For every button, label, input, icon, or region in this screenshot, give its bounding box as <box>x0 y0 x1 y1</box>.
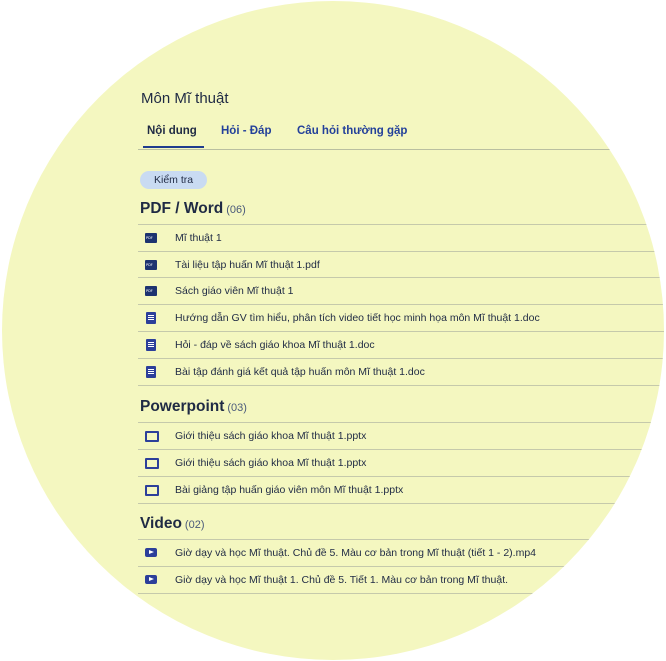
file-row[interactable] <box>138 422 664 449</box>
file-name: Bài giảng tập huấn giáo viên môn Mĩ thuật 1.pptx <box>175 484 404 496</box>
tab-qa[interactable]: Hỏi - Đáp <box>221 125 272 137</box>
tab-bar <box>138 125 664 150</box>
section-count: (03) <box>227 402 247 414</box>
section-header-pdf <box>140 200 246 218</box>
pdf-icon <box>145 286 157 296</box>
file-row[interactable] <box>138 224 664 251</box>
active-tab-indicator <box>143 146 204 148</box>
slides-icon <box>145 458 159 469</box>
tab-content[interactable]: Nội dung <box>147 125 197 137</box>
section-title: Video <box>140 515 182 532</box>
file-row[interactable] <box>138 539 664 566</box>
play-icon <box>145 575 157 584</box>
file-name: Hướng dẫn GV tìm hiểu, phân tích video tiết học minh họa môn Mĩ thuật 1.doc <box>175 312 540 324</box>
file-name: Giới thiệu sách giáo khoa Mĩ thuật 1.pptx <box>175 457 367 469</box>
document-icon <box>146 312 156 324</box>
file-row[interactable] <box>138 251 664 278</box>
file-name: Giờ dạy và học Mĩ thuật 1. Chủ đề 5. Tiết 1. Màu cơ bản trong Mĩ thuật. <box>175 574 509 586</box>
file-name: Giờ dạy và học Mĩ thuật. Chủ đề 5. Màu cơ bản trong Mĩ thuật (tiết 1 - 2).mp4 <box>175 547 537 559</box>
file-row[interactable] <box>138 304 664 331</box>
file-row[interactable] <box>138 277 664 304</box>
section-title: PDF / Word <box>140 200 224 217</box>
file-row[interactable] <box>138 566 664 594</box>
slides-icon <box>145 431 159 442</box>
main-content <box>138 1 664 660</box>
quiz-filter-button[interactable]: Kiểm tra <box>140 171 207 189</box>
document-icon <box>146 366 156 378</box>
page-title: Môn Mĩ thuật <box>141 90 229 107</box>
file-name: Bài tập đánh giá kết quả tập huấn môn Mĩ thuật 1.doc <box>175 366 425 378</box>
document-icon <box>146 339 156 351</box>
file-name: Mĩ thuật 1 <box>175 232 222 244</box>
file-row[interactable] <box>138 331 664 358</box>
file-name: Sách giáo viên Mĩ thuật 1 <box>175 285 294 297</box>
slides-icon <box>145 485 159 496</box>
section-count: (02) <box>184 519 205 531</box>
tab-faq[interactable]: Câu hỏi thường gặp <box>297 125 408 137</box>
file-row[interactable] <box>138 476 664 504</box>
section-count: (06) <box>226 204 246 216</box>
section-header-video <box>140 515 204 533</box>
file-name: Hỏi - đáp về sách giáo khoa Mĩ thuật 1.doc <box>175 339 375 351</box>
pdf-icon <box>145 233 157 243</box>
file-row[interactable] <box>138 358 664 386</box>
file-name: Tài liệu tập huấn Mĩ thuật 1.pdf <box>175 259 320 271</box>
section-title: Powerpoint <box>140 398 225 415</box>
section-header-powerpoint <box>140 398 247 416</box>
file-name: Giới thiệu sách giáo khoa Mĩ thuật 1.pptx <box>175 430 367 442</box>
circular-frame <box>2 1 664 660</box>
pdf-icon <box>145 260 157 270</box>
file-row[interactable] <box>138 449 664 476</box>
play-icon <box>145 548 157 557</box>
